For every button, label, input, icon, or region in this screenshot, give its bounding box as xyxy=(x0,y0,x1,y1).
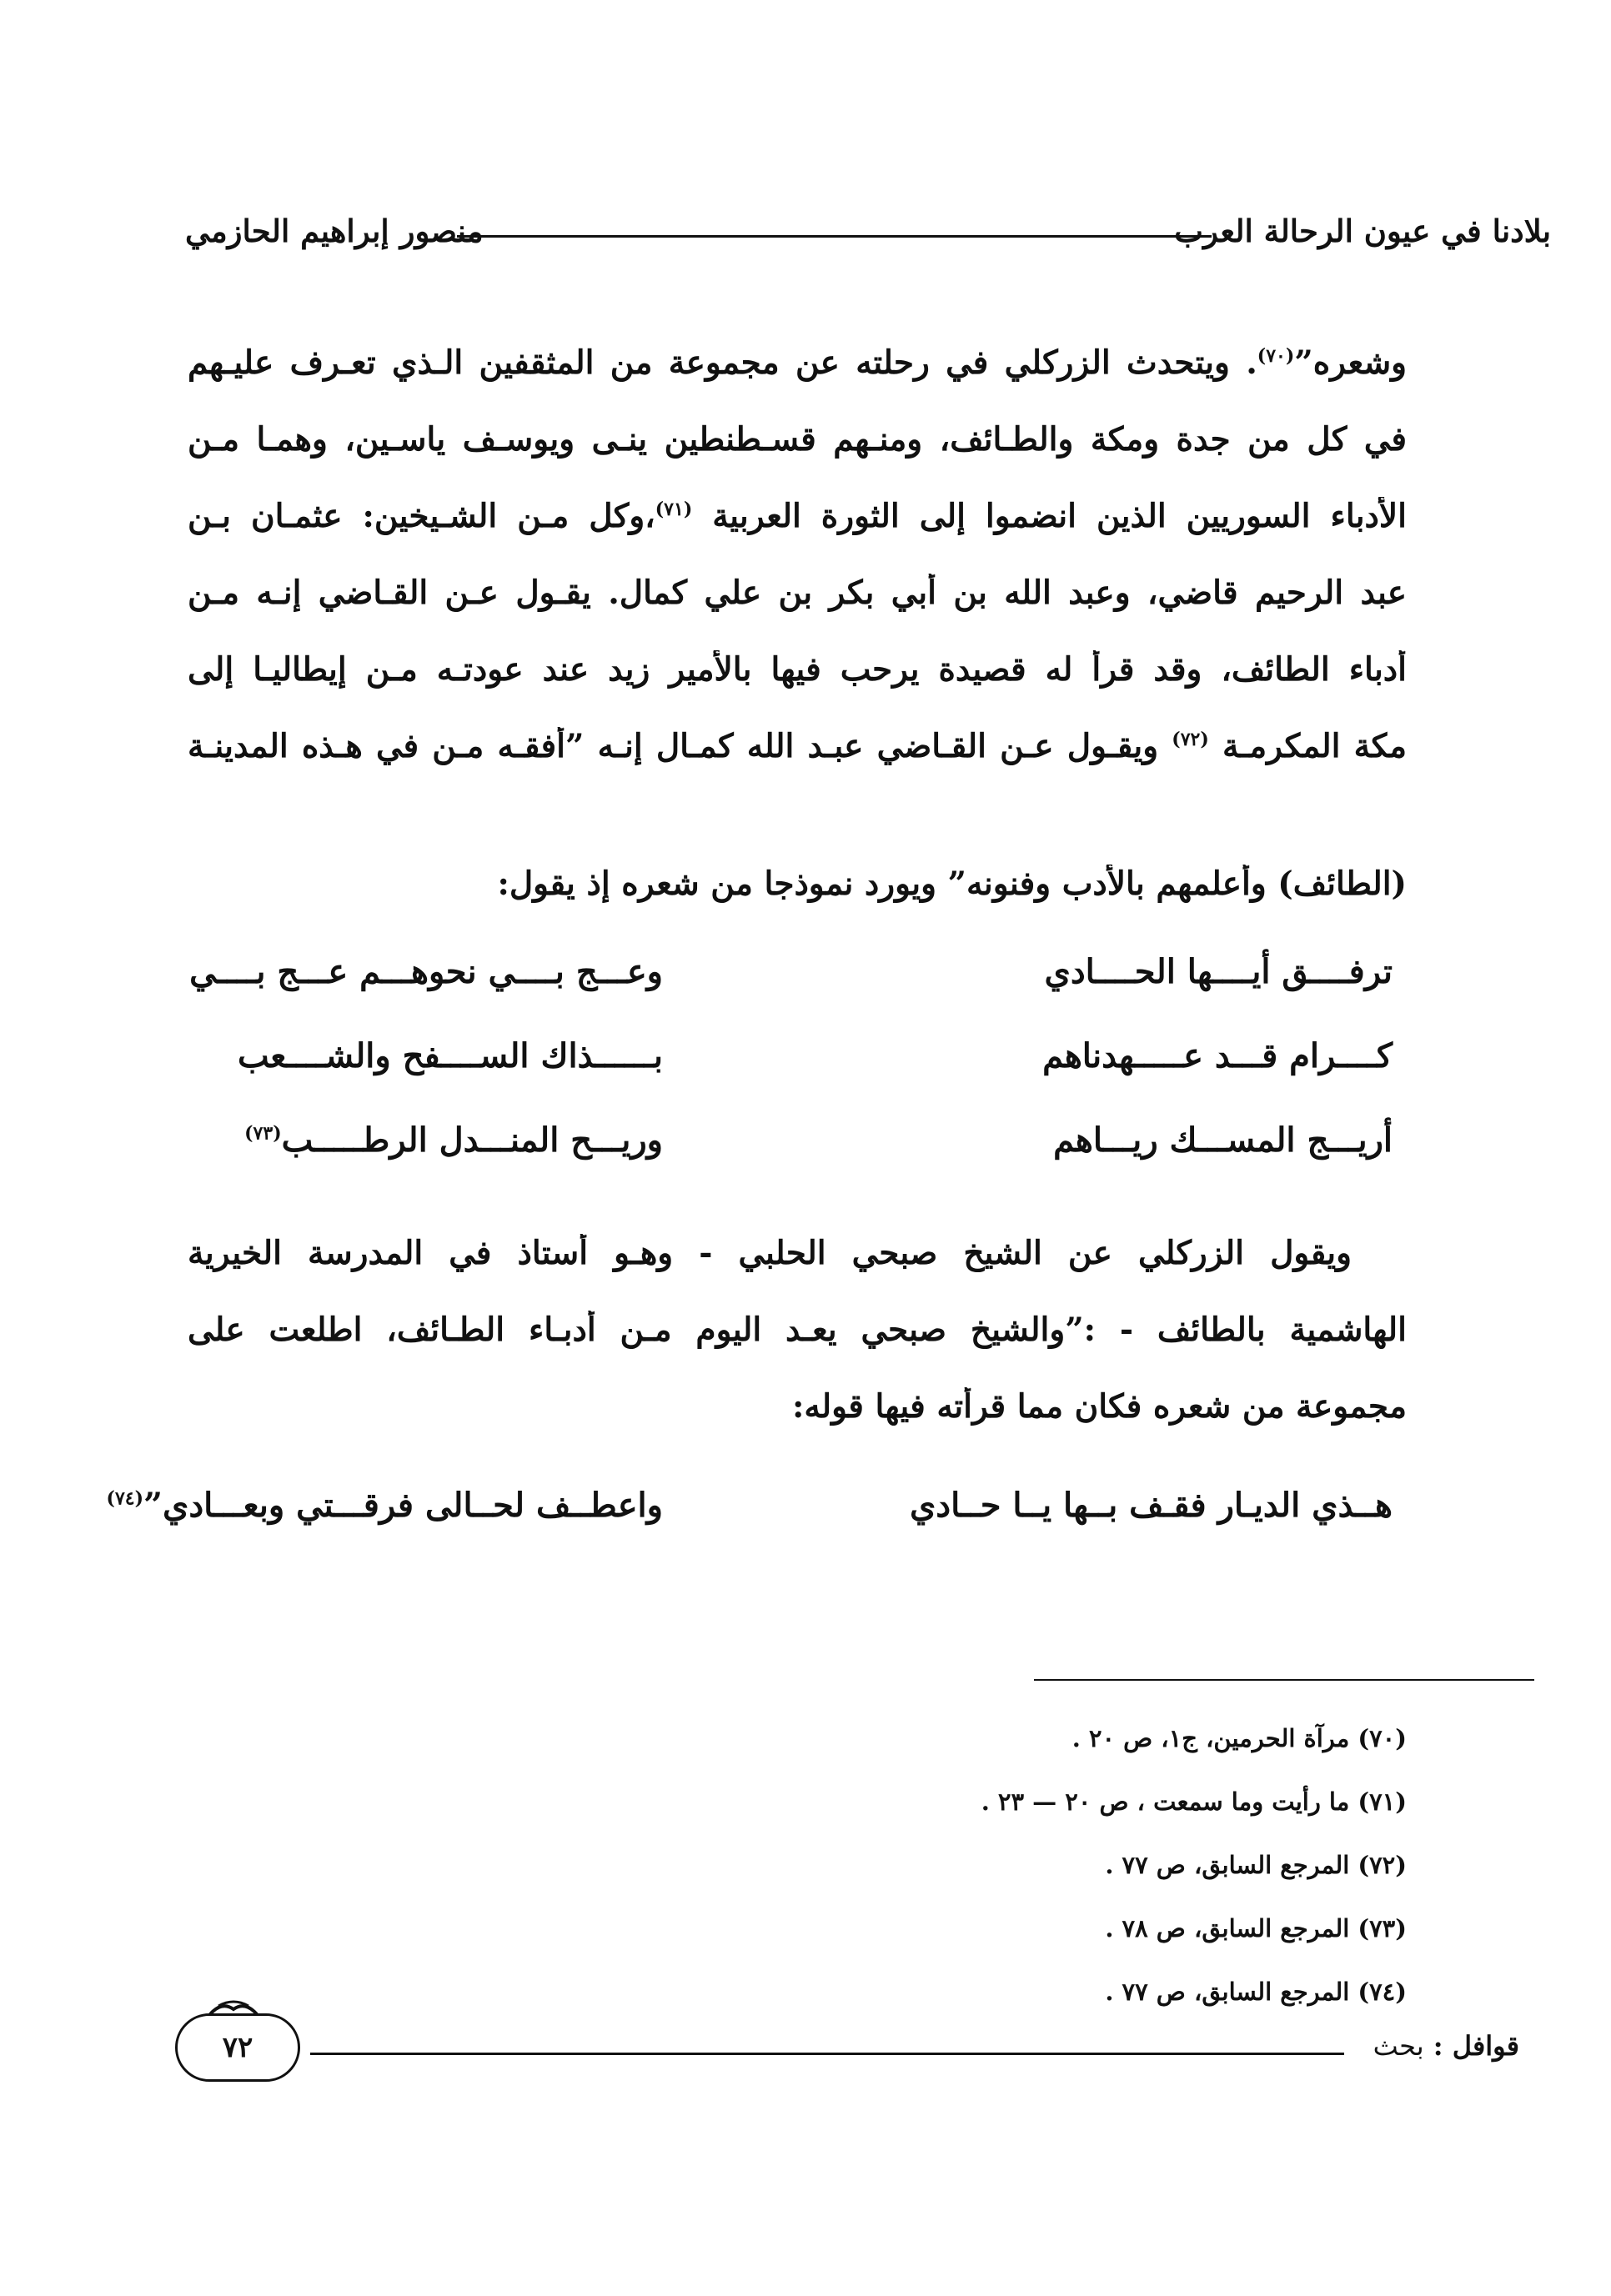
footnote: (٧١) ما رأيت وما سمعت ، ص ٢٠ — ٢٣ . xyxy=(981,1787,1407,1816)
paragraph-line: أدباء الطائف، وقد قرأ له قصيدة يرحب فيها بالأمير زيد عند عودتـه مـن إيطاليـا إلى xyxy=(188,650,1407,689)
poem-hemistich-left: وعـــج بــــي نحوهـــم عـــج بــــي xyxy=(189,952,663,991)
paragraph-line: وشعره”$^{(٧٠)}$. ويتحدث الزركلي في رحلته عن مجموعة من المثقفين الـذي تعـرف عليـهم xyxy=(188,343,1407,382)
paragraph-line: عبد الرحيم قاضي، وعبد الله بن أبي بكر بن علي كمال. يقـول عـن القـاضي إنـه مـن xyxy=(188,574,1407,612)
footnote-ref: (٧١) xyxy=(655,499,693,520)
footnote-separator xyxy=(1034,1679,1534,1681)
footnote-ref: (٧٢) xyxy=(1172,729,1209,750)
paragraph-line: في كل من جدة ومكة والطـائف، ومنـهم قسـطنطين ينـى ويوسـف ياسـين، وهمـا مـن xyxy=(188,420,1407,459)
footnote: (٧٤) المرجع السابق، ص ٧٧ . xyxy=(1105,1978,1407,2006)
poem-hemistich-left: واعطــف لحــالى فرقـــتي وبعـــادي”$^{(٧٤)}$ xyxy=(106,1486,663,1525)
paragraph-line: الهاشمية بالطائف - :”والشيخ صبحي يعـد اليوم مـن أدبـاء الطـائف، اطلعت على xyxy=(188,1311,1407,1349)
poem-hemistich-left: بــــــذاك الســــفح والشــــعب xyxy=(237,1036,663,1075)
poem-hemistich-right: هــذي الديـار فقـف بــها يــا حــادي xyxy=(909,1486,1393,1525)
poem-hemistich-right: أريـــج المســـك ريـــاهم xyxy=(1053,1120,1393,1160)
footer-label: قوافل : بحث xyxy=(1373,2030,1519,2062)
footnote-ref: (٧٣) xyxy=(244,1122,282,1145)
journal-name: قوافل xyxy=(1452,2030,1519,2062)
header-rule xyxy=(457,235,1212,238)
section-name: بحث xyxy=(1373,2030,1424,2062)
running-header-author: منصور إبراهيم الحازمي xyxy=(185,213,484,249)
paragraph-line: مجموعة من شعره فكان مما قرأته فيها قوله: xyxy=(791,1387,1407,1426)
poem-hemistich-left: وريـــح المنـــدل الرطـــــب$^{(٧٣)}$ xyxy=(244,1120,663,1160)
poem-hemistich-right: كــــرام قـــد عـــــهدناهم xyxy=(1042,1036,1393,1075)
footer-rule xyxy=(310,2053,1344,2055)
footnote: (٧٢) المرجع السابق، ص ٧٧ . xyxy=(1105,1851,1407,1879)
paragraph-line: (الطائف) وأعلمهم بالأدب وفنونه” ويورد نموذجا من شعره إذ يقول: xyxy=(497,865,1407,903)
page-number: ٧٢ xyxy=(175,2013,300,2082)
footnote-ref: (٧٠) xyxy=(1257,345,1295,367)
footnote: (٧٠) مرآة الحرمين، ج١، ص ٢٠ . xyxy=(1071,1724,1407,1752)
paragraph-line: ويقول الزركلي عن الشيخ صبحي الحلبي - وهـو أستاذ في المدرسة الخيرية xyxy=(188,1234,1352,1272)
running-header-book-title: بلادنا في عيون الرحالة العرب xyxy=(1174,213,1551,249)
paragraph-line: الأدباء السوريين الذين انضموا إلى الثورة العربية $^{(٧١)}$،وكل مـن الشـيخين: عثمـان بـن xyxy=(188,497,1407,535)
paragraph-line: مكة المكرمـة $^{(٧٢)}$ ويقـول عـن القـاضي عبـد الله كمـال إنـه ”أفقـه مـن في هـذه المدينـة xyxy=(188,727,1407,765)
footnote: (٧٣) المرجع السابق، ص ٧٨ . xyxy=(1105,1914,1407,1943)
poem-hemistich-right: ترفــــق أيــــها الحــــادي xyxy=(1044,952,1393,991)
footnote-ref: (٧٤) xyxy=(106,1487,143,1510)
